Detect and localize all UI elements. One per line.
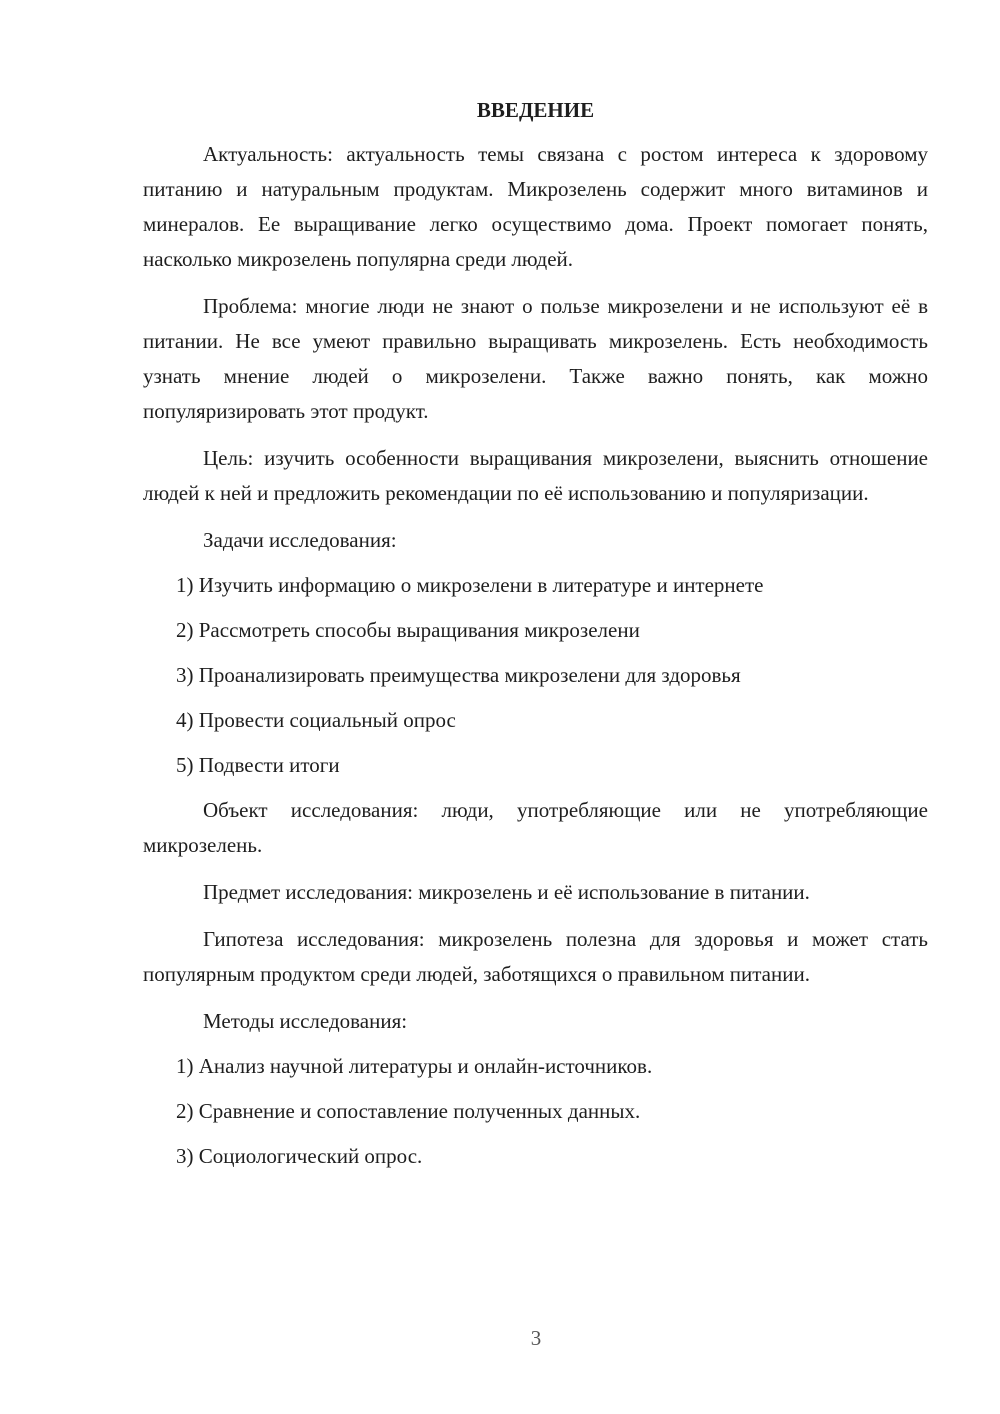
method-item: 3) Социологический опрос. [176, 1144, 423, 1168]
paragraph-relevance: Актуальность: актуальность темы связана с ростом интереса к здоровому питанию и натуральным продуктам. Микрозелень содержит много витаминов и минералов. Ее выращивание легко осуществимо дома. Проект помогает понять, насколько микрозелень популярна среди людей. [143, 142, 928, 271]
task-item: 4) Провести социальный опрос [176, 708, 456, 732]
task-item: 1) Изучить информацию о микрозелени в литературе и интернете [176, 573, 764, 597]
task-item: 3) Проанализировать преимущества микрозелени для здоровья [176, 663, 741, 687]
document-page [143, 95, 928, 1184]
paragraph-object: Объект исследования: люди, употребляющие или не употребляющие микрозелень. [143, 798, 928, 857]
method-item: 2) Сравнение и сопоставление полученных данных. [176, 1099, 641, 1123]
paragraph-subject: Предмет исследования: микрозелень и её использование в питании. [203, 880, 810, 904]
methods-heading: Методы исследования: [203, 1009, 408, 1033]
task-item: 5) Подвести итоги [176, 753, 340, 777]
paragraph-hypothesis: Гипотеза исследования: микрозелень полезна для здоровья и может стать популярным продуктом среди людей, заботящихся о правильном питании. [143, 927, 928, 986]
paragraph-problem: Проблема: многие люди не знают о пользе микрозелени и не используют её в питании. Не все умеют правильно выращивать микрозелень. Есть необходимость узнать мнение людей о микрозелени. Также важно понять, как можно популяризировать этот продукт. [143, 294, 928, 423]
paragraph-goal: Цель: изучить особенности выращивания микрозелени, выяснить отношение людей к ней и предложить рекомендации по её использованию и популяризации. [143, 446, 928, 505]
method-item: 1) Анализ научной литературы и онлайн-источников. [176, 1054, 653, 1078]
tasks-heading: Задачи исследования: [203, 528, 397, 552]
page-number: 3 [530, 1326, 542, 1350]
task-item: 2) Рассмотреть способы выращивания микрозелени [176, 618, 640, 642]
section-title: ВВЕДЕНИЕ [476, 98, 595, 122]
